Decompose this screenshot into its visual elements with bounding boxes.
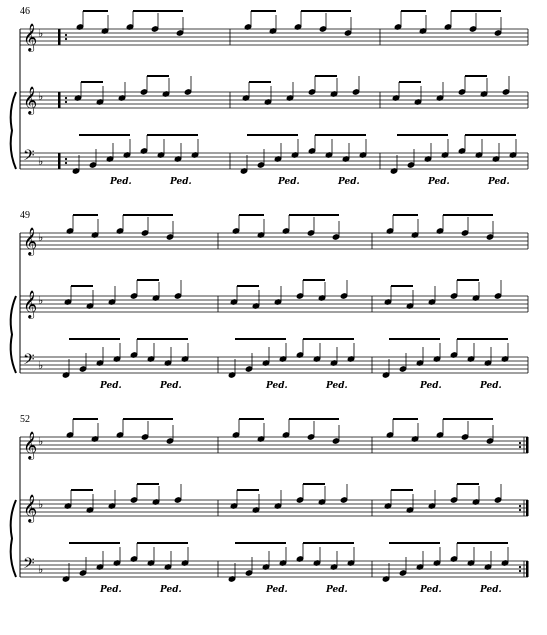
final-barline-thick [526,437,529,453]
measure-number: 46 [20,6,30,17]
treble-clef-icon: 𝄞 [23,290,38,318]
key-flat-icon: ♭ [38,359,44,372]
pedal-mark: Ped. [428,177,450,187]
repeat-dot [65,101,67,103]
pedal-mark: Ped. [266,381,288,391]
key-flat-icon: ♭ [38,27,44,40]
repeat-dot [519,442,521,444]
repeat-start-thick [58,153,61,169]
key-flat-icon: ♭ [38,435,44,448]
repeat-dot [65,38,67,40]
repeat-start-thick [58,92,61,108]
repeat-dot [519,505,521,507]
repeat-dot [519,570,521,572]
treble-clef-icon: 𝄞 [23,431,38,459]
pedal-mark: Ped. [326,585,348,595]
pedal-mark: Ped. [480,381,502,391]
repeat-dot [519,566,521,568]
piano-brace [11,296,16,373]
repeat-dot [65,162,67,164]
treble-clef-icon: 𝄞 [23,494,38,522]
final-barline-thick [526,561,529,577]
measure-number: 49 [20,210,30,221]
bass-clef-icon: 𝄢 [23,555,35,576]
key-flat-icon: ♭ [38,231,44,244]
pedal-mark: Ped. [160,585,182,595]
measure-number: 52 [20,414,30,425]
treble-clef-icon: 𝄞 [23,227,38,255]
treble-clef-icon: 𝄞 [23,86,38,114]
bass-clef-icon: 𝄢 [23,147,35,168]
key-flat-icon: ♭ [38,498,44,511]
pedal-mark: Ped. [160,381,182,391]
repeat-dot [65,158,67,160]
repeat-start-thick [58,29,61,45]
key-flat-icon: ♭ [38,90,44,103]
repeat-dot [519,509,521,511]
treble-clef-icon: 𝄞 [23,23,38,51]
key-flat-icon: ♭ [38,155,44,168]
final-barline-thick [526,500,529,516]
pedal-mark: Ped. [420,585,442,595]
pedal-mark: Ped. [480,585,502,595]
pedal-mark: Ped. [266,585,288,595]
pedal-mark: Ped. [110,177,132,187]
system-1 [11,6,528,187]
bass-clef-icon: 𝄢 [23,351,35,372]
key-flat-icon: ♭ [38,294,44,307]
piano-brace [11,500,16,577]
repeat-dot [65,97,67,99]
system-2 [11,210,528,391]
pedal-mark: Ped. [338,177,360,187]
pedal-mark: Ped. [488,177,510,187]
system-3 [11,414,529,595]
pedal-mark: Ped. [100,381,122,391]
pedal-mark: Ped. [100,585,122,595]
repeat-dot [519,446,521,448]
key-flat-icon: ♭ [38,563,44,576]
pedal-mark: Ped. [278,177,300,187]
piano-brace [11,92,16,169]
pedal-mark: Ped. [420,381,442,391]
repeat-dot [65,34,67,36]
pedal-mark: Ped. [170,177,192,187]
pedal-mark: Ped. [326,381,348,391]
